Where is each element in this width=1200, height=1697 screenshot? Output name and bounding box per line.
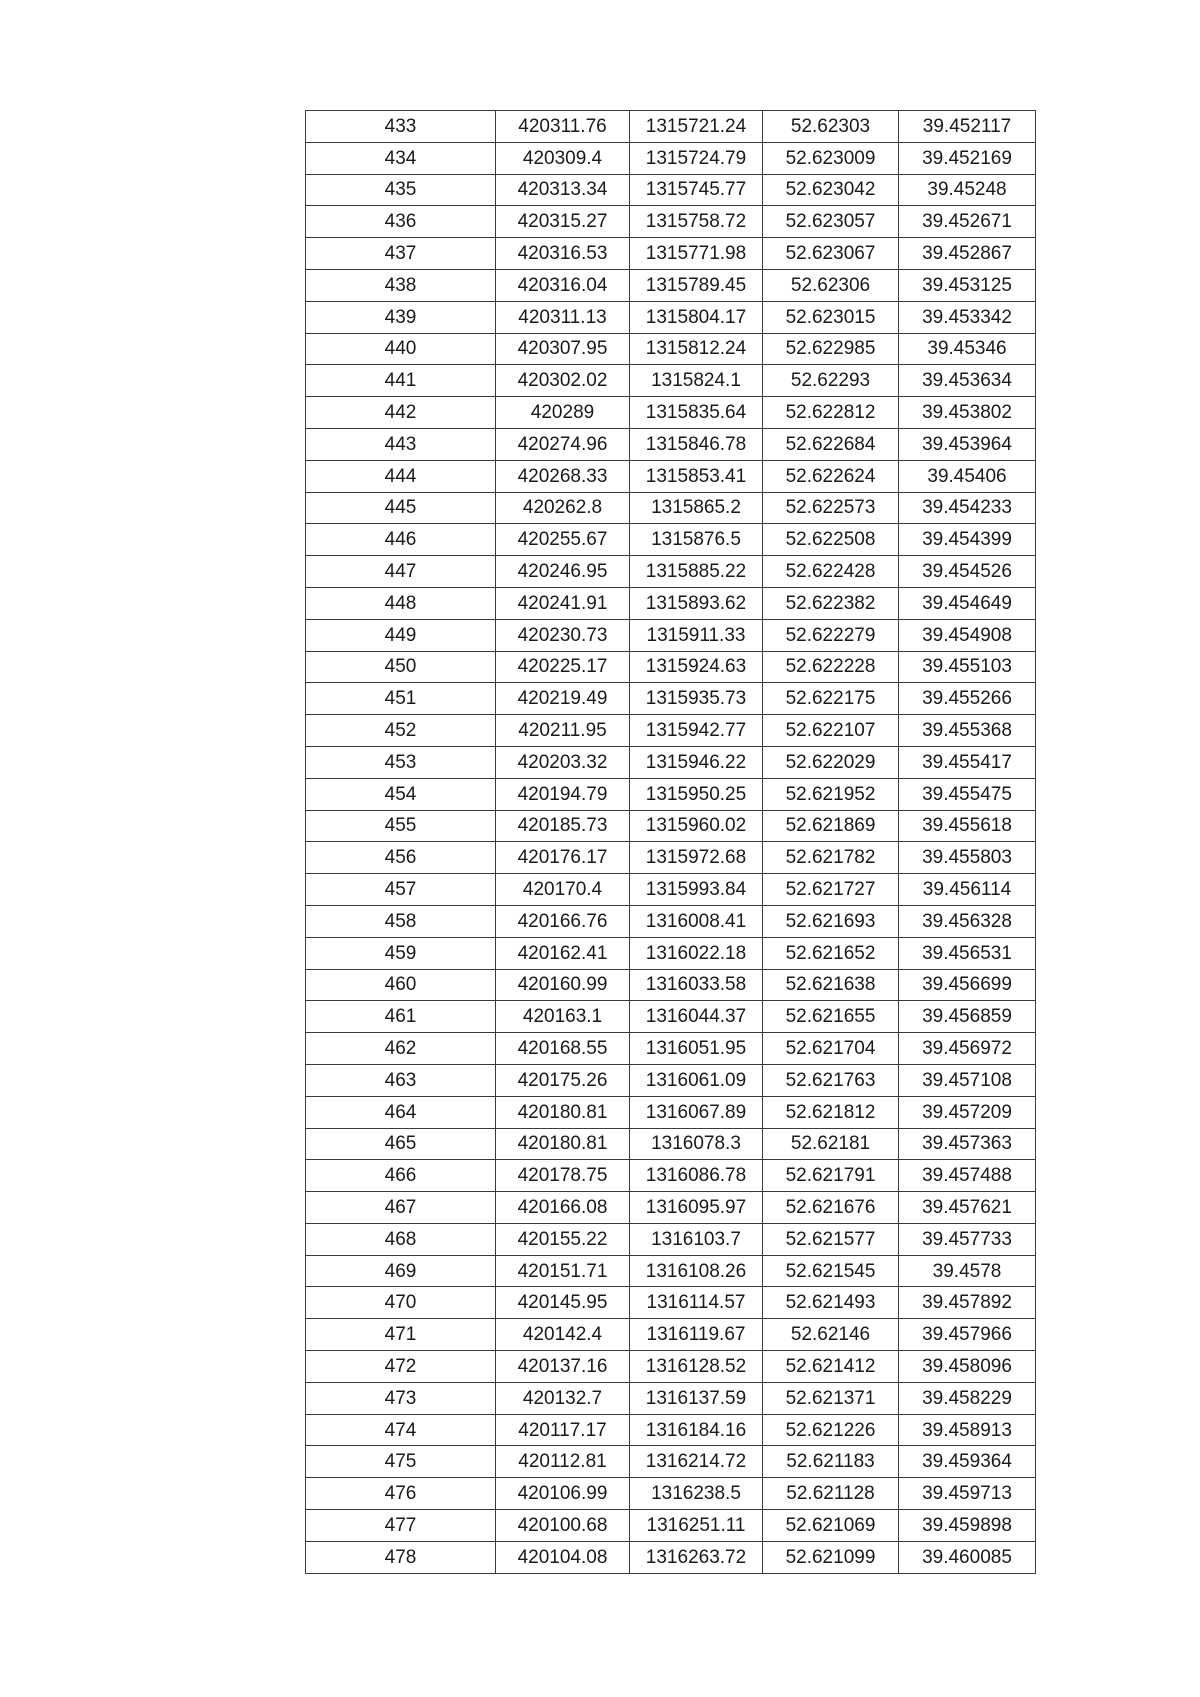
x-coordinate-cell: 420316.53 [496,238,630,270]
table-row [306,206,1036,238]
point-number-cell: 442 [306,397,496,429]
latitude-cell: 52.622279 [763,619,899,651]
longitude-cell: 39.45346 [899,333,1036,365]
latitude-cell: 52.621577 [763,1223,899,1255]
y-coordinate-cell: 1316033.58 [630,969,763,1001]
longitude-cell: 39.456699 [899,969,1036,1001]
latitude-cell: 52.622684 [763,428,899,460]
point-number-cell: 441 [306,365,496,397]
longitude-cell: 39.453802 [899,397,1036,429]
y-coordinate-cell: 1315942.77 [630,715,763,747]
point-number-cell: 473 [306,1382,496,1414]
point-number-cell: 450 [306,651,496,683]
table-row [306,1128,1036,1160]
point-number-cell: 443 [306,428,496,460]
y-coordinate-cell: 1316238.5 [630,1478,763,1510]
point-number-cell: 438 [306,269,496,301]
x-coordinate-cell: 420170.4 [496,874,630,906]
table-row [306,746,1036,778]
longitude-cell: 39.452117 [899,111,1036,143]
y-coordinate-cell: 1316008.41 [630,905,763,937]
longitude-cell: 39.453342 [899,301,1036,333]
y-coordinate-cell: 1315885.22 [630,556,763,588]
latitude-cell: 52.621371 [763,1382,899,1414]
longitude-cell: 39.457892 [899,1287,1036,1319]
point-number-cell: 472 [306,1351,496,1383]
longitude-cell: 39.458229 [899,1382,1036,1414]
y-coordinate-cell: 1316184.16 [630,1414,763,1446]
latitude-cell: 52.622175 [763,683,899,715]
y-coordinate-cell: 1315865.2 [630,492,763,524]
y-coordinate-cell: 1315924.63 [630,651,763,683]
table-row [306,619,1036,651]
table-row [306,1033,1036,1065]
x-coordinate-cell: 420180.81 [496,1096,630,1128]
point-number-cell: 433 [306,111,496,143]
x-coordinate-cell: 420274.96 [496,428,630,460]
y-coordinate-cell: 1316137.59 [630,1382,763,1414]
latitude-cell: 52.622508 [763,524,899,556]
y-coordinate-cell: 1315804.17 [630,301,763,333]
latitude-cell: 52.621412 [763,1351,899,1383]
longitude-cell: 39.4578 [899,1255,1036,1287]
table-row [306,333,1036,365]
point-number-cell: 448 [306,587,496,619]
latitude-cell: 52.621952 [763,778,899,810]
x-coordinate-cell: 420230.73 [496,619,630,651]
x-coordinate-cell: 420311.13 [496,301,630,333]
table-row [306,174,1036,206]
point-number-cell: 476 [306,1478,496,1510]
latitude-cell: 52.621638 [763,969,899,1001]
longitude-cell: 39.455417 [899,746,1036,778]
latitude-cell: 52.621099 [763,1541,899,1573]
y-coordinate-cell: 1316022.18 [630,937,763,969]
latitude-cell: 52.62146 [763,1319,899,1351]
point-number-cell: 478 [306,1541,496,1573]
y-coordinate-cell: 1316086.78 [630,1160,763,1192]
latitude-cell: 52.621183 [763,1446,899,1478]
point-number-cell: 465 [306,1128,496,1160]
y-coordinate-cell: 1315972.68 [630,842,763,874]
x-coordinate-cell: 420219.49 [496,683,630,715]
longitude-cell: 39.460085 [899,1541,1036,1573]
table-row [306,810,1036,842]
longitude-cell: 39.457966 [899,1319,1036,1351]
longitude-cell: 39.457209 [899,1096,1036,1128]
y-coordinate-cell: 1315993.84 [630,874,763,906]
table-row [306,460,1036,492]
table-row [306,1001,1036,1033]
longitude-cell: 39.456531 [899,937,1036,969]
y-coordinate-cell: 1315771.98 [630,238,763,270]
latitude-cell: 52.622428 [763,556,899,588]
y-coordinate-cell: 1315758.72 [630,206,763,238]
latitude-cell: 52.622382 [763,587,899,619]
table-row [306,1351,1036,1383]
point-number-cell: 446 [306,524,496,556]
point-number-cell: 445 [306,492,496,524]
table-row [306,1287,1036,1319]
y-coordinate-cell: 1315724.79 [630,142,763,174]
longitude-cell: 39.455103 [899,651,1036,683]
latitude-cell: 52.62306 [763,269,899,301]
x-coordinate-cell: 420112.81 [496,1446,630,1478]
longitude-cell: 39.457108 [899,1064,1036,1096]
table-row [306,142,1036,174]
longitude-cell: 39.45248 [899,174,1036,206]
table-row [306,1478,1036,1510]
longitude-cell: 39.456972 [899,1033,1036,1065]
x-coordinate-cell: 420155.22 [496,1223,630,1255]
point-number-cell: 463 [306,1064,496,1096]
latitude-cell: 52.621069 [763,1510,899,1542]
y-coordinate-cell: 1316051.95 [630,1033,763,1065]
x-coordinate-cell: 420132.7 [496,1382,630,1414]
y-coordinate-cell: 1315876.5 [630,524,763,556]
longitude-cell: 39.459713 [899,1478,1036,1510]
x-coordinate-cell: 420311.76 [496,111,630,143]
longitude-cell: 39.454526 [899,556,1036,588]
table-row [306,1192,1036,1224]
y-coordinate-cell: 1316061.09 [630,1064,763,1096]
table-row [306,1446,1036,1478]
longitude-cell: 39.457363 [899,1128,1036,1160]
longitude-cell: 39.459364 [899,1446,1036,1478]
point-number-cell: 451 [306,683,496,715]
point-number-cell: 474 [306,1414,496,1446]
longitude-cell: 39.452671 [899,206,1036,238]
longitude-cell: 39.454908 [899,619,1036,651]
point-number-cell: 436 [306,206,496,238]
y-coordinate-cell: 1316067.89 [630,1096,763,1128]
point-number-cell: 437 [306,238,496,270]
latitude-cell: 52.621493 [763,1287,899,1319]
x-coordinate-cell: 420175.26 [496,1064,630,1096]
table-row [306,524,1036,556]
table-row [306,1541,1036,1573]
point-number-cell: 469 [306,1255,496,1287]
x-coordinate-cell: 420307.95 [496,333,630,365]
point-number-cell: 454 [306,778,496,810]
point-number-cell: 457 [306,874,496,906]
latitude-cell: 52.621791 [763,1160,899,1192]
point-number-cell: 459 [306,937,496,969]
point-number-cell: 444 [306,460,496,492]
point-number-cell: 435 [306,174,496,206]
table-row [306,269,1036,301]
latitude-cell: 52.622812 [763,397,899,429]
table-row [306,969,1036,1001]
x-coordinate-cell: 420246.95 [496,556,630,588]
longitude-cell: 39.452169 [899,142,1036,174]
x-coordinate-cell: 420142.4 [496,1319,630,1351]
table-row [306,1096,1036,1128]
latitude-cell: 52.621763 [763,1064,899,1096]
x-coordinate-cell: 420180.81 [496,1128,630,1160]
x-coordinate-cell: 420100.68 [496,1510,630,1542]
table-row [306,428,1036,460]
x-coordinate-cell: 420166.76 [496,905,630,937]
y-coordinate-cell: 1316119.67 [630,1319,763,1351]
longitude-cell: 39.455475 [899,778,1036,810]
table-row [306,556,1036,588]
y-coordinate-cell: 1315846.78 [630,428,763,460]
latitude-cell: 52.621727 [763,874,899,906]
x-coordinate-cell: 420194.79 [496,778,630,810]
longitude-cell: 39.454649 [899,587,1036,619]
longitude-cell: 39.457733 [899,1223,1036,1255]
latitude-cell: 52.621676 [763,1192,899,1224]
latitude-cell: 52.621704 [763,1033,899,1065]
point-number-cell: 460 [306,969,496,1001]
point-number-cell: 455 [306,810,496,842]
y-coordinate-cell: 1316263.72 [630,1541,763,1573]
point-number-cell: 470 [306,1287,496,1319]
x-coordinate-cell: 420316.04 [496,269,630,301]
longitude-cell: 39.453125 [899,269,1036,301]
point-number-cell: 453 [306,746,496,778]
table-row [306,238,1036,270]
table-row [306,874,1036,906]
table-row [306,1160,1036,1192]
longitude-cell: 39.453964 [899,428,1036,460]
longitude-cell: 39.455368 [899,715,1036,747]
y-coordinate-cell: 1315824.1 [630,365,763,397]
y-coordinate-cell: 1315835.64 [630,397,763,429]
longitude-cell: 39.454399 [899,524,1036,556]
point-number-cell: 471 [306,1319,496,1351]
x-coordinate-cell: 420145.95 [496,1287,630,1319]
latitude-cell: 52.622107 [763,715,899,747]
longitude-cell: 39.456114 [899,874,1036,906]
point-number-cell: 464 [306,1096,496,1128]
latitude-cell: 52.623015 [763,301,899,333]
longitude-cell: 39.452867 [899,238,1036,270]
x-coordinate-cell: 420166.08 [496,1192,630,1224]
y-coordinate-cell: 1315950.25 [630,778,763,810]
latitude-cell: 52.62303 [763,111,899,143]
y-coordinate-cell: 1315935.73 [630,683,763,715]
table-row [306,683,1036,715]
point-number-cell: 475 [306,1446,496,1478]
table-row [306,587,1036,619]
y-coordinate-cell: 1316214.72 [630,1446,763,1478]
x-coordinate-cell: 420203.32 [496,746,630,778]
latitude-cell: 52.623042 [763,174,899,206]
y-coordinate-cell: 1315946.22 [630,746,763,778]
x-coordinate-cell: 420162.41 [496,937,630,969]
y-coordinate-cell: 1316128.52 [630,1351,763,1383]
point-number-cell: 440 [306,333,496,365]
y-coordinate-cell: 1316044.37 [630,1001,763,1033]
x-coordinate-cell: 420315.27 [496,206,630,238]
x-coordinate-cell: 420262.8 [496,492,630,524]
longitude-cell: 39.455266 [899,683,1036,715]
table-row [306,397,1036,429]
latitude-cell: 52.621869 [763,810,899,842]
x-coordinate-cell: 420106.99 [496,1478,630,1510]
latitude-cell: 52.62293 [763,365,899,397]
longitude-cell: 39.45406 [899,460,1036,492]
y-coordinate-cell: 1316095.97 [630,1192,763,1224]
y-coordinate-cell: 1316114.57 [630,1287,763,1319]
point-number-cell: 439 [306,301,496,333]
latitude-cell: 52.623067 [763,238,899,270]
longitude-cell: 39.458096 [899,1351,1036,1383]
x-coordinate-cell: 420309.4 [496,142,630,174]
longitude-cell: 39.459898 [899,1510,1036,1542]
y-coordinate-cell: 1315893.62 [630,587,763,619]
latitude-cell: 52.621226 [763,1414,899,1446]
latitude-cell: 52.622573 [763,492,899,524]
y-coordinate-cell: 1315812.24 [630,333,763,365]
y-coordinate-cell: 1316078.3 [630,1128,763,1160]
y-coordinate-cell: 1315789.45 [630,269,763,301]
coordinates-table [305,110,1036,1574]
latitude-cell: 52.621812 [763,1096,899,1128]
table-row [306,1319,1036,1351]
table-row [306,492,1036,524]
x-coordinate-cell: 420241.91 [496,587,630,619]
point-number-cell: 477 [306,1510,496,1542]
x-coordinate-cell: 420176.17 [496,842,630,874]
point-number-cell: 462 [306,1033,496,1065]
point-number-cell: 452 [306,715,496,747]
longitude-cell: 39.454233 [899,492,1036,524]
y-coordinate-cell: 1316108.26 [630,1255,763,1287]
table-row [306,905,1036,937]
table-row [306,111,1036,143]
x-coordinate-cell: 420313.34 [496,174,630,206]
longitude-cell: 39.457488 [899,1160,1036,1192]
y-coordinate-cell: 1315721.24 [630,111,763,143]
table-row [306,1510,1036,1542]
x-coordinate-cell: 420151.71 [496,1255,630,1287]
longitude-cell: 39.455803 [899,842,1036,874]
x-coordinate-cell: 420302.02 [496,365,630,397]
latitude-cell: 52.623057 [763,206,899,238]
x-coordinate-cell: 420185.73 [496,810,630,842]
point-number-cell: 461 [306,1001,496,1033]
point-number-cell: 466 [306,1160,496,1192]
table-row [306,1382,1036,1414]
latitude-cell: 52.62181 [763,1128,899,1160]
point-number-cell: 447 [306,556,496,588]
latitude-cell: 52.621693 [763,905,899,937]
latitude-cell: 52.621545 [763,1255,899,1287]
x-coordinate-cell: 420163.1 [496,1001,630,1033]
point-number-cell: 434 [306,142,496,174]
coordinates-table-body [306,111,1036,1574]
x-coordinate-cell: 420211.95 [496,715,630,747]
y-coordinate-cell: 1316251.11 [630,1510,763,1542]
table-row [306,778,1036,810]
longitude-cell: 39.456859 [899,1001,1036,1033]
point-number-cell: 458 [306,905,496,937]
point-number-cell: 468 [306,1223,496,1255]
x-coordinate-cell: 420117.17 [496,1414,630,1446]
y-coordinate-cell: 1316103.7 [630,1223,763,1255]
point-number-cell: 449 [306,619,496,651]
longitude-cell: 39.458913 [899,1414,1036,1446]
table-row [306,715,1036,747]
latitude-cell: 52.622228 [763,651,899,683]
x-coordinate-cell: 420289 [496,397,630,429]
table-row [306,301,1036,333]
x-coordinate-cell: 420255.67 [496,524,630,556]
latitude-cell: 52.621128 [763,1478,899,1510]
table-row [306,937,1036,969]
table-row [306,651,1036,683]
latitude-cell: 52.622985 [763,333,899,365]
point-number-cell: 456 [306,842,496,874]
x-coordinate-cell: 420168.55 [496,1033,630,1065]
x-coordinate-cell: 420268.33 [496,460,630,492]
longitude-cell: 39.453634 [899,365,1036,397]
x-coordinate-cell: 420178.75 [496,1160,630,1192]
longitude-cell: 39.456328 [899,905,1036,937]
latitude-cell: 52.621652 [763,937,899,969]
table-row [306,1414,1036,1446]
x-coordinate-cell: 420104.08 [496,1541,630,1573]
table-row [306,842,1036,874]
latitude-cell: 52.622624 [763,460,899,492]
table-row [306,1064,1036,1096]
x-coordinate-cell: 420160.99 [496,969,630,1001]
table-row [306,1223,1036,1255]
latitude-cell: 52.622029 [763,746,899,778]
y-coordinate-cell: 1315745.77 [630,174,763,206]
x-coordinate-cell: 420225.17 [496,651,630,683]
longitude-cell: 39.455618 [899,810,1036,842]
point-number-cell: 467 [306,1192,496,1224]
table-row [306,1255,1036,1287]
latitude-cell: 52.623009 [763,142,899,174]
y-coordinate-cell: 1315853.41 [630,460,763,492]
y-coordinate-cell: 1315960.02 [630,810,763,842]
x-coordinate-cell: 420137.16 [496,1351,630,1383]
longitude-cell: 39.457621 [899,1192,1036,1224]
latitude-cell: 52.621782 [763,842,899,874]
table-row [306,365,1036,397]
latitude-cell: 52.621655 [763,1001,899,1033]
y-coordinate-cell: 1315911.33 [630,619,763,651]
